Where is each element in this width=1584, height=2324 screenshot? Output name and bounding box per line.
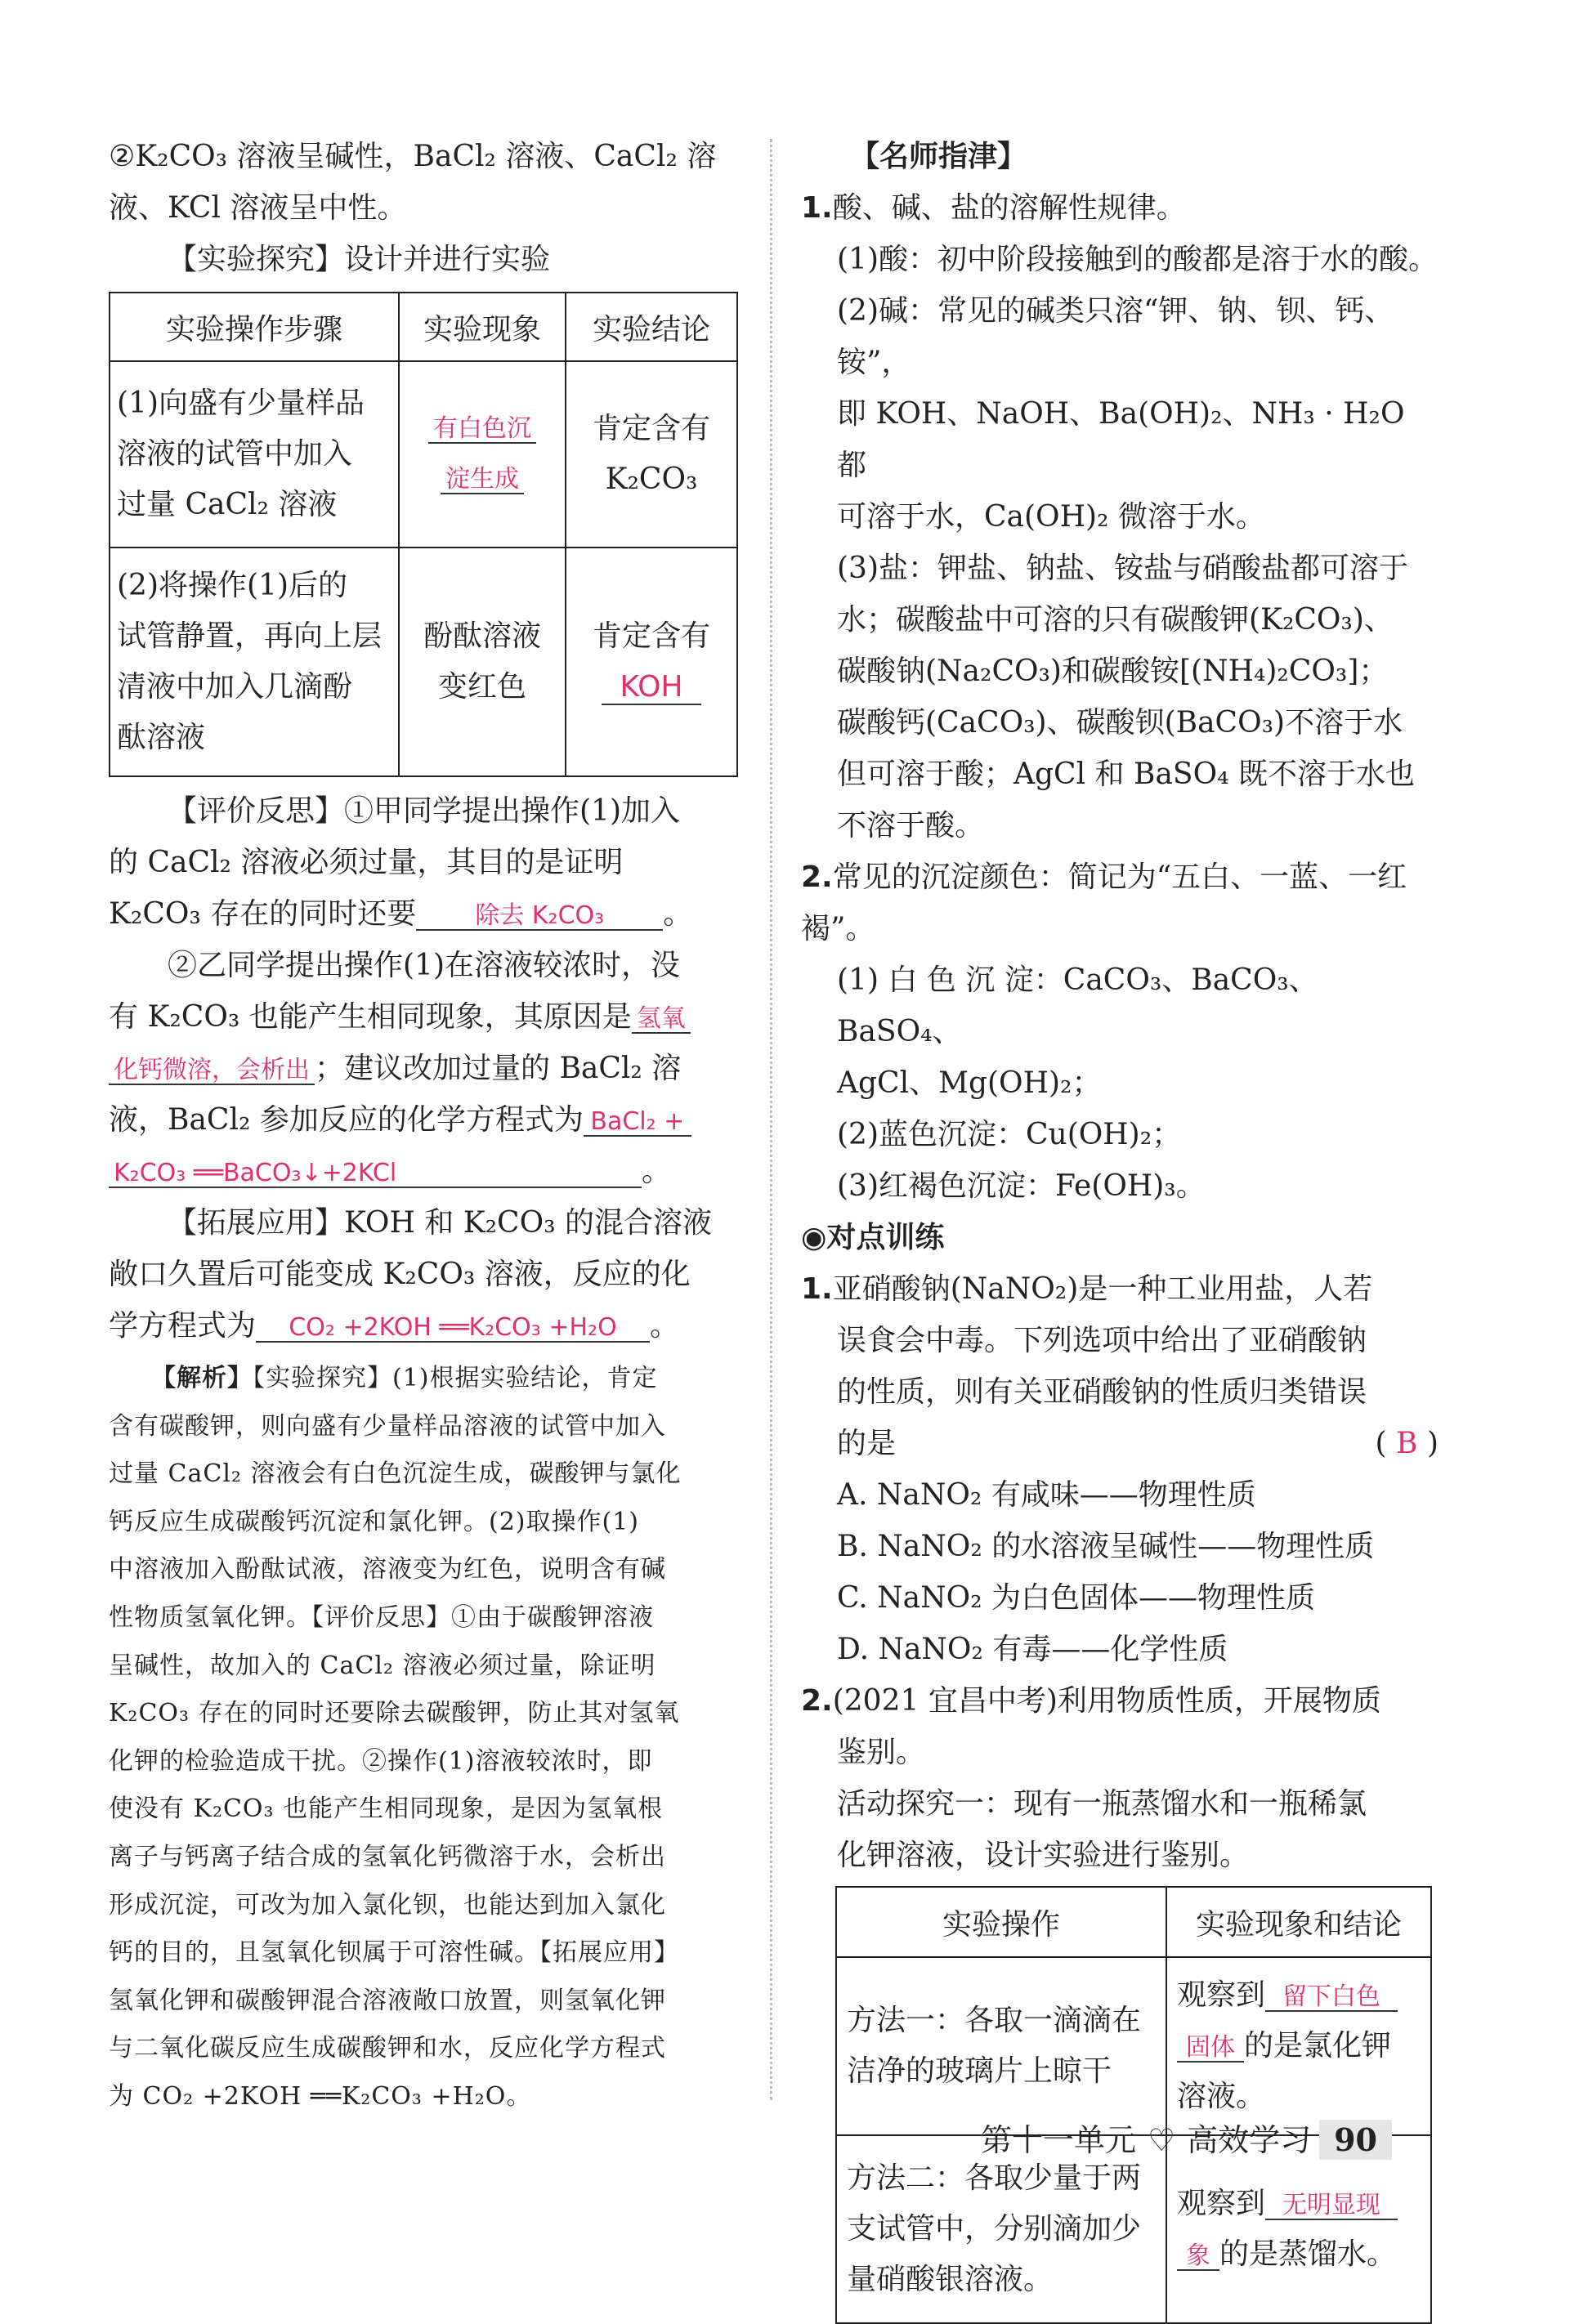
answer-blank: K₂CO₃ ══BaCO₃↓+2KCl [109, 1160, 642, 1188]
q1-answer: B [1396, 1427, 1418, 1460]
header-result: 实验现象和结论 [1166, 1887, 1431, 1957]
answer-blank: 无明显现 [1265, 2192, 1398, 2220]
analysis-label: 【解析】 [151, 1364, 253, 1392]
q1-option-c: C. NaNO₂ 为白色固体——物理性质 [837, 1581, 1316, 1615]
answer-blank: 氢氧 [632, 1005, 691, 1034]
identification-table [835, 1886, 1432, 2324]
answer-blank: KOH [602, 671, 701, 705]
answer-blank: 固体 [1177, 2034, 1244, 2063]
reflect-line: K₂CO₃ ══BaCO₃↓+2KCl 。 [109, 1146, 738, 1197]
heart-icon: ♡ [1148, 2122, 1176, 2158]
left-column [109, 131, 738, 2121]
row2-step: (2)将操作(1)后的 试管静置，再向上层 清液中加入几滴酚 酞溶液 [110, 547, 399, 776]
reflect-line: 【评价反思】①甲同学提出操作(1)加入 [168, 794, 680, 828]
intro-line-2: 液、KCl 溶液呈中性。 [109, 191, 407, 225]
right-column: 【名师指津】 1.酸、碱、盐的溶解性规律。 (1)酸：初中阶段接触到的酸都是溶于水的酸。 (2)碱：常见的碱类只溶“钾、钠、钡、钙、铵”， 即 KOH、NaOH、Ba(OH)₂、NH₃ · H₂O 都 可溶于水，Ca(OH)₂ 微溶于水。 (3)盐：钾盐、钠盐、铵盐与硝酸盐都可溶于 水；碳酸盐中可溶的只有碳酸钾(K₂CO₃)、 碳酸钠(Na₂CO₃)和碳酸铵[(NH₄)₂CO₃]； 碳酸钙(CaCO₃)、碳酸钡(BaCO₃)不溶于水 但可溶于酸；AgCl 和 BaSO₄ 既不溶于水也 不溶于酸。 2.常见的沉淀颜色：简记为“五白、一蓝、一红褐”。 (1) 白 色 沉 淀：CaCO₃、BaCO₃、BaSO₄、 AgCl、Mg(OH)₂； (2)蓝色沉淀：Cu(OH)₂； (3)红褐色沉淀：Fe(OH)₃。 ◉对点训练 1.亚硝酸钠(NaNO₂)是一种工业用盐，人若 误食会中毒。下列选项中给出了亚硝酸钠 的性质，则有关亚硝酸钠的性质归类错误 的是 ( B ) A. NaNO₂ 有咸味——物理性质 B. NaNO₂ 的水溶液呈碱性——物理性质 C. NaNO₂ 为白色固体——物理性质 D. NaNO₂ 有毒——化学性质 2.(2021 宜昌中考)利用物质性质，开展物质 鉴别。 活动探究一：现有一瓶蒸馏水和一瓶稀氯 化钾溶液，设计实验进行鉴别。 实验操作 实验现象和结论 方法一：各取一滴滴在 洁净的玻璃片上晾干 观察到 留下白色 固体 的是氯化钾 溶液。 方法二：各取少量于两 支试管中，分别滴加少 量硝酸银溶液。 观察到 无明显现 象 的是蒸馏水。 [801, 131, 1439, 2324]
answer-blank: 有白色沉 [428, 415, 536, 444]
unit-label: 第十一单元 [981, 2122, 1137, 2158]
extend-line: 学方程式为 CO₂ +2KOH ══K₂CO₃ +H₂O 。 [109, 1309, 680, 1343]
answer-blank: 除去 K₂CO₃ [416, 902, 663, 931]
reflect-line: ②乙同学提出操作(1)在溶液较浓时，没 [168, 949, 680, 982]
header-operation: 实验操作 [836, 1887, 1166, 1957]
row2-phenomenon: 酚酞溶液 变红色 [399, 547, 566, 776]
column-divider [770, 139, 772, 2100]
guide-point-1: 1.酸、碱、盐的溶解性规律。 [801, 191, 1186, 225]
explore-title: 【实验探究】设计并进行实验 [168, 243, 551, 276]
header-step: 实验操作步骤 [110, 293, 399, 361]
reflect-line: K₂CO₃ 存在的同时还要 除去 K₂CO₃ 。 [109, 897, 693, 931]
intro-line-1: ②K₂CO₃ 溶液呈碱性，BaCl₂ 溶液、CaCl₂ 溶 [109, 140, 717, 173]
reflect-line: 化钙微溶，会析出 ；建议改加过量的 BaCl₂ 溶 [109, 1043, 738, 1094]
answer-blank: BaCl₂ + [584, 1108, 691, 1137]
extend-line: 【拓展应用】KOH 和 K₂CO₃ 的混合溶液 [168, 1206, 712, 1240]
row1-conclusion: 肯定含有 K₂CO₃ [566, 361, 737, 547]
method-2-result: 观察到 无明显现 象 的是蒸馏水。 [1166, 2135, 1431, 2323]
guide-title: 【名师指津】 [850, 140, 1027, 173]
answer-blank: 化钙微溶，会析出 [109, 1057, 315, 1085]
row1-phenomenon [399, 361, 566, 547]
footer-label: 高效学习 [1187, 2122, 1312, 2158]
q1-option-a: A. NaNO₂ 有咸味——物理性质 [837, 1478, 1256, 1512]
question-2: 2.(2021 宜昌中考)利用物质性质，开展物质 [801, 1684, 1381, 1718]
method-1-result: 观察到 留下白色 固体 的是氯化钾 溶液。 [1166, 1957, 1431, 2135]
answer-blank: 象 [1177, 2242, 1219, 2271]
row1-step: (1)向盛有少量样品 溶液的试管中加入 过量 CaCl₂ 溶液 [110, 361, 399, 547]
reflect-line: 有 K₂CO₃ 也能产生相同现象，其原因是 氢氧 [109, 991, 738, 1043]
answer-blank: CO₂ +2KOH ══K₂CO₃ +H₂O [256, 1314, 650, 1343]
analysis-block: 【解析】【实验探究】(1)根据实验结论，肯定 含有碳酸钾，则向盛有少量样品溶液的试管中加入 过量 CaCl₂ 溶液会有白色沉淀生成，碳酸钾与氯化 钙反应生成碳酸钙沉淀和氯化钾。(2)取操作(1) 中溶液加入酚酞试液，溶液变为红色，说明含有碱 性物质氢氧化钾。【评价反思】①由于碳酸钾溶液 呈碱性，故加入的 CaCl₂ 溶液必须过量，除证明 K₂CO₃ 存在的同时还要除去碳酸钾，防止其对氢氧 化钾的检验造成干扰。②操作(1)溶液较浓时，即 使没有 K₂CO₃ 也能产生相同现象，是因为氢氧根 离子与钙离子结合成的氢氧化钙微溶于水，会析出 形成沉淀，可改为加入氯化钡，也能达到加入氯化 钙的目的，且氢氧化钡属于可溶性碱。【拓展应用】 氢氧化钾和碳酸钾混合溶液敞口放置，则氢氧化钾 与二氧化碳反应生成碳酸钾和水，反应化学方程式 为 CO₂ +2KOH ══K₂CO₃ +H₂O。 [109, 1364, 682, 2111]
page-footer [981, 2115, 1392, 2160]
extend-line: 敞口久置后可能变成 K₂CO₃ 溶液，反应的化 [109, 1258, 691, 1291]
method-2: 方法二：各取少量于两 支试管中，分别滴加少 量硝酸银溶液。 [836, 2135, 1166, 2323]
reflect-line: 液，BaCl₂ 参加反应的化学方程式为 BaCl₂ + [109, 1094, 738, 1146]
answer-blank: 留下白色 [1265, 1983, 1398, 2012]
training-title: ◉对点训练 [801, 1221, 945, 1254]
question-1: 1.亚硝酸钠(NaNO₂)是一种工业用盐，人若 [801, 1272, 1373, 1306]
page-number: 90 [1319, 2120, 1392, 2160]
answer-blank: 淀生成 [441, 466, 524, 494]
q1-option-b: B. NaNO₂ 的水溶液呈碱性——物理性质 [837, 1530, 1375, 1563]
q1-option-d: D. NaNO₂ 有毒——化学性质 [837, 1633, 1228, 1666]
method-1: 方法一：各取一滴滴在 洁净的玻璃片上晾干 [836, 1957, 1166, 2135]
row2-conclusion: 肯定含有 KOH [566, 547, 737, 776]
header-phenomenon: 实验现象 [399, 293, 566, 361]
reflect-line: 的 CaCl₂ 溶液必须过量，其目的是证明 [109, 846, 624, 879]
header-conclusion: 实验结论 [566, 293, 737, 361]
experiment-table [109, 292, 738, 777]
guide-point-2: 2.常见的沉淀颜色：简记为“五白、一蓝、一红褐”。 [801, 860, 1407, 945]
